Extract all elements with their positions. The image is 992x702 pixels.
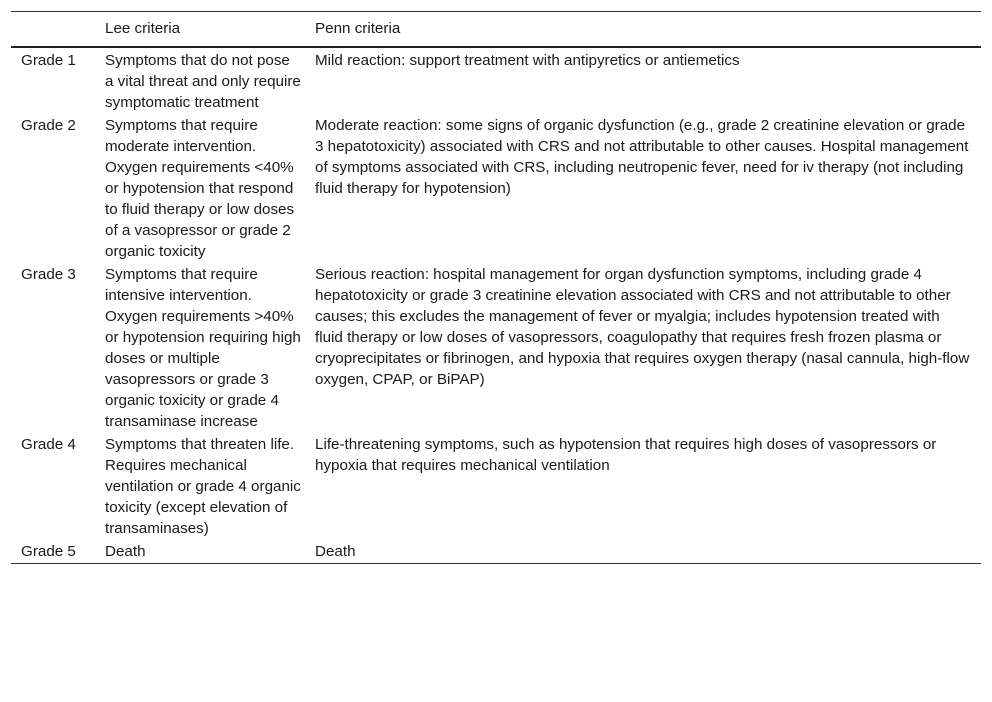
grade-cell: Grade 3 [21,266,76,283]
penn-cell: Mild reaction: support treatment with antipyretics or antiemetics [315,52,740,69]
grade-cell: Grade 1 [21,52,76,69]
table-container [11,11,981,564]
table-row [11,47,981,113]
lee-text: Symptoms that threaten life. [105,436,295,453]
lee-text: Requires mechanical ventilation or grade 4 organic toxicity (except elevation of transaminases) [105,457,301,537]
penn-cell: Death [315,543,356,560]
grade-cell: Grade 2 [21,117,76,134]
lee-cell [95,113,305,262]
header-row [11,12,981,48]
header-penn-criteria: Penn criteria [315,20,401,37]
lee-cell [95,47,305,113]
table-row [11,432,981,539]
table-row [11,539,981,564]
lee-cell [95,432,305,539]
penn-cell: Serious reaction: hospital management for organ dysfunction symptoms, including grade 4 hepatotoxicity or grade 3 creatinine elevation associated with CRS and not attributable to other causes; this excludes the management of fever or myalgia; includes hypotension treated with fluid therapy or low doses of vasopressors, coagulopathy that requires fresh frozen plasma or cryoprecipitates or fibrinogen, and hypoxia that requires oxygen therapy (nasal cannula, high-flow oxygen, CPAP, or BiPAP) [315,266,970,388]
crs-grading-table [11,11,981,564]
lee-text: Death [105,543,146,560]
table-header [11,12,981,48]
lee-cell [95,539,305,564]
header-lee-criteria: Lee criteria [105,20,181,37]
table-row [11,113,981,262]
lee-text: Symptoms that do not pose a vital threat and only require symptomatic treatment [105,52,301,111]
grade-cell: Grade 5 [21,543,76,560]
table-row [11,262,981,432]
penn-cell: Life-threatening symptoms, such as hypotension that requires high doses of vasopressors or hypoxia that requires mechanical ventilation [315,436,937,474]
grade-cell: Grade 4 [21,436,76,453]
lee-text: Symptoms that require intensive intervention. Oxygen requirements >40% or hypotension requiring high doses or multiple vasopressors or grade 3 organic toxicity or grade 4 transaminase increase [105,266,301,430]
penn-cell: Moderate reaction: some signs of organic dysfunction (e.g., grade 2 creatinine elevation or grade 3 hepatotoxicity) associated with CRS and not attributable to other causes. Hospital management of symptoms associated with CRS, including neutropenic fever, need for iv therapy (not including fluid therapy for hypotension) [315,117,969,197]
lee-text: Symptoms that require moderate intervention. Oxygen requirements <40% or hypotension that respond to fluid therapy or low doses of a vasopressor or grade 2 organic toxicity [105,117,295,260]
lee-cell [95,262,305,432]
table-body [11,47,981,564]
header-grade [11,12,95,48]
